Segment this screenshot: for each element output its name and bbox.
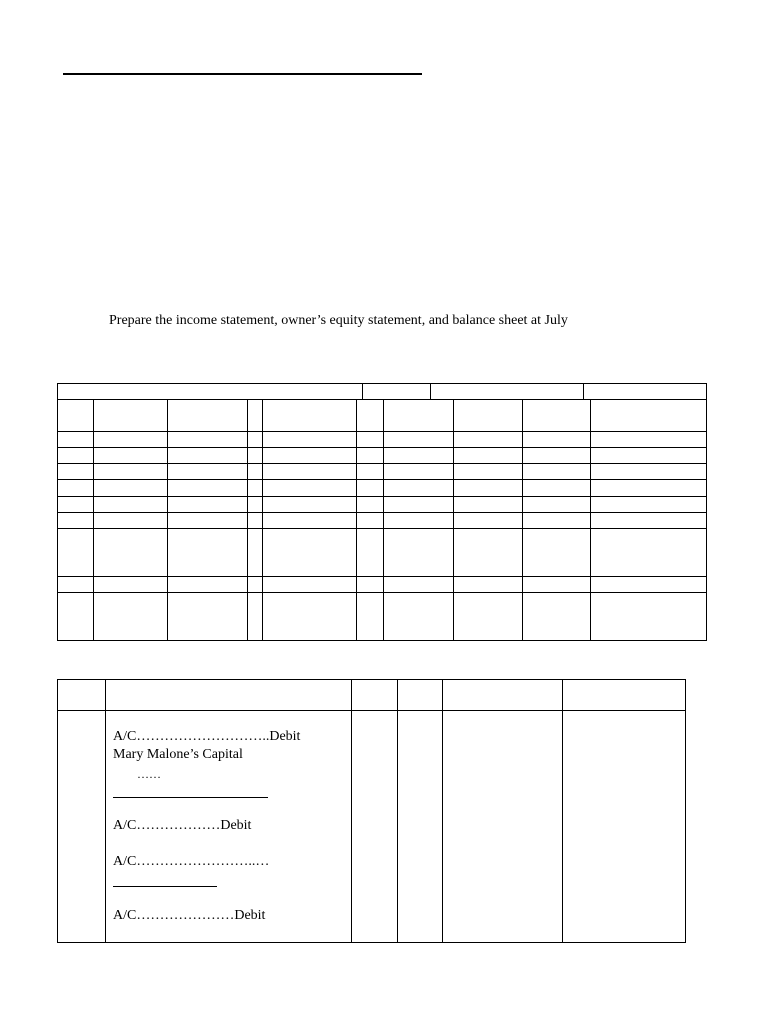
worksheet-row-rule <box>57 496 707 497</box>
worksheet-row-rule <box>57 447 707 448</box>
journal-column-rule <box>351 679 352 943</box>
journal-header-rule <box>57 710 686 711</box>
journal-entry: A/C…………………Debit <box>113 908 266 923</box>
worksheet-row-rule <box>57 431 707 432</box>
worksheet-header-divider <box>583 383 584 400</box>
journal-entry: …… <box>137 767 161 781</box>
worksheet-column-rule <box>93 399 94 641</box>
worksheet-header-rule <box>57 399 707 400</box>
journal-entry: Mary Malone’s Capital <box>113 747 243 762</box>
journal-entry: A/C………………Debit <box>113 818 252 833</box>
entry-separator-line <box>113 886 217 887</box>
worksheet-column-rule <box>167 399 168 641</box>
worksheet-column-rule <box>522 399 523 641</box>
worksheet-column-rule <box>383 399 384 641</box>
worksheet-row-rule <box>57 463 707 464</box>
worksheet-column-rule <box>590 399 591 641</box>
worksheet-header-divider <box>430 383 431 400</box>
journal-entry: A/C……………………..… <box>113 854 270 869</box>
worksheet-column-rule <box>356 399 357 641</box>
worksheet-header-divider <box>362 383 363 400</box>
worksheet-row-rule <box>57 512 707 513</box>
worksheet-row-rule <box>57 576 707 577</box>
title-underline <box>63 73 422 75</box>
worksheet-column-rule <box>262 399 263 641</box>
worksheet-column-rule <box>247 399 248 641</box>
journal-border <box>57 679 686 943</box>
journal-column-rule <box>442 679 443 943</box>
journal-column-rule <box>105 679 106 943</box>
instruction-text: Prepare the income statement, owner’s equity statement, and balance sheet at July <box>109 313 568 328</box>
journal-column-rule <box>562 679 563 943</box>
worksheet-column-rule <box>453 399 454 641</box>
entry-separator-line <box>113 797 268 798</box>
worksheet-row-rule <box>57 479 707 480</box>
worksheet-row-rule <box>57 528 707 529</box>
worksheet-row-rule <box>57 592 707 593</box>
journal-entry: A/C………………………..Debit <box>113 729 301 744</box>
journal-column-rule <box>397 679 398 943</box>
